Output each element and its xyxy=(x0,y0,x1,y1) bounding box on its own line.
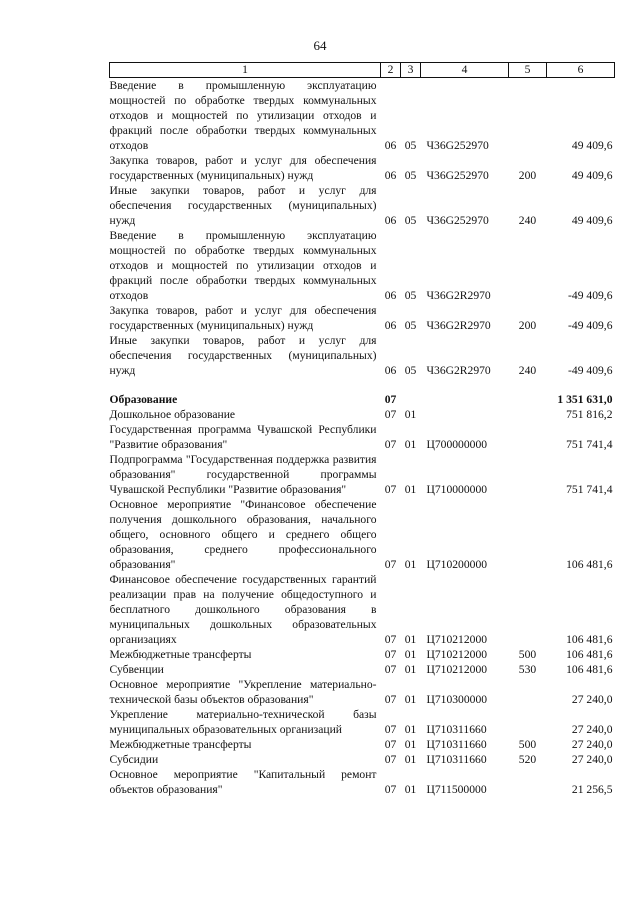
amount-cell: 27 240,0 xyxy=(571,753,613,766)
amount-cell: 751 816,2 xyxy=(566,408,613,421)
expense-type-cell xyxy=(509,407,547,422)
row-name-cell: Межбюджетные трансферты xyxy=(109,738,252,751)
amount-cell: 106 481,6 xyxy=(566,633,613,646)
subsection-code-cell: 01 xyxy=(404,408,417,421)
subsection-code-cell: 01 xyxy=(404,723,417,736)
target-article-cell: Ц700000000 xyxy=(426,438,488,451)
amount-cell: 27 240,0 xyxy=(571,738,613,751)
section-code-cell: 07 xyxy=(384,663,397,676)
expense-type-cell xyxy=(509,392,547,407)
expense-type-cell xyxy=(509,497,547,572)
section-code-cell: 07 xyxy=(384,393,397,406)
target-article-cell: Ч36G2R2970 xyxy=(426,364,491,377)
expense-type-cell xyxy=(509,422,547,452)
expense-type-cell: 530 xyxy=(518,663,537,676)
amount-cell: 106 481,6 xyxy=(566,663,613,676)
row-name-cell: Укрепление материально-технической базы муниципальных образовательных организаций xyxy=(109,708,377,736)
expense-type-cell: 520 xyxy=(518,753,537,766)
expense-type-cell: 240 xyxy=(518,364,537,377)
subsection-code-cell: 05 xyxy=(404,139,417,152)
section-code-cell: 07 xyxy=(384,783,397,796)
row-name-cell: Введение в промышленную эксплуатацию мощностей по обработке твердых коммунальных отходов и мощностей по утилизации отходов и фракций после обработки твердых коммунальных отходов xyxy=(109,229,377,302)
column-header: 4 xyxy=(421,63,509,78)
subsection-code-cell: 01 xyxy=(404,783,417,796)
amount-cell: 49 409,6 xyxy=(571,139,613,152)
table-row xyxy=(110,392,615,407)
target-article-cell: Ц710311660 xyxy=(426,738,487,751)
section-code-cell: 07 xyxy=(384,738,397,751)
section-code-cell: 07 xyxy=(384,753,397,766)
section-code-cell: 07 xyxy=(384,438,397,451)
section-code-cell: 06 xyxy=(384,169,397,182)
row-name-cell: Финансовое обеспечение государственных гарантий реализации прав на получение общедоступного и бесплатного дошкольного образования в муниципальных дошкольных образовательных организациях xyxy=(109,573,377,646)
subsection-code-cell: 01 xyxy=(404,633,417,646)
table-row xyxy=(110,707,615,737)
table-row xyxy=(110,153,615,183)
section-code-cell: 06 xyxy=(384,289,397,302)
target-article-cell: Ц711500000 xyxy=(426,783,487,796)
row-name-cell: Основное мероприятие "Укрепление материально-технической базы объектов образования" xyxy=(109,678,377,706)
expense-type-cell xyxy=(509,452,547,497)
table-row xyxy=(110,422,615,452)
target-article-cell: Ч36G2R2970 xyxy=(426,289,491,302)
table-row xyxy=(110,752,615,767)
column-header: 1 xyxy=(110,63,381,78)
row-name-cell: Закупка товаров, работ и услуг для обеспечения государственных (муниципальных) нужд xyxy=(109,154,377,182)
table-row xyxy=(110,572,615,647)
subsection-code-cell: 01 xyxy=(404,753,417,766)
table-header-row xyxy=(110,63,615,78)
amount-cell: 1 351 631,0 xyxy=(557,393,613,406)
expense-type-cell xyxy=(509,228,547,303)
section-code-cell: 06 xyxy=(384,364,397,377)
target-article-cell: Ц710212000 xyxy=(426,648,488,661)
target-article-cell: Ч36G2R2970 xyxy=(426,319,491,332)
target-article-cell: Ц710311660 xyxy=(426,753,487,766)
section-code-cell: 07 xyxy=(384,633,397,646)
target-article-cell: Ч36G252970 xyxy=(426,139,489,152)
row-name-cell: Закупка товаров, работ и услуг для обеспечения государственных (муниципальных) нужд xyxy=(109,304,377,332)
row-name-cell: Иные закупки товаров, работ и услуг для обеспечения государственных (муниципальных) нужд xyxy=(109,334,377,377)
expense-type-cell xyxy=(509,677,547,707)
table-row xyxy=(110,767,615,797)
expense-type-cell: 500 xyxy=(518,738,537,751)
column-header: 2 xyxy=(381,63,401,78)
subsection-code-cell: 01 xyxy=(404,663,417,676)
table-row xyxy=(110,78,615,154)
expense-type-cell xyxy=(509,767,547,797)
target-article-cell: Ч36G252970 xyxy=(426,214,489,227)
spacer-row xyxy=(110,378,615,392)
table-row xyxy=(110,228,615,303)
amount-cell: 27 240,0 xyxy=(571,723,613,736)
row-name-cell: Образование xyxy=(109,393,178,406)
target-article-cell: Ц710200000 xyxy=(426,558,488,571)
amount-cell: 106 481,6 xyxy=(566,558,613,571)
budget-table xyxy=(109,62,615,797)
table-row xyxy=(110,737,615,752)
column-header: 6 xyxy=(547,63,615,78)
page-number: 64 xyxy=(313,38,327,53)
table-row xyxy=(110,677,615,707)
table-row xyxy=(110,452,615,497)
table-row xyxy=(110,647,615,662)
row-name-cell: Иные закупки товаров, работ и услуг для обеспечения государственных (муниципальных) нужд xyxy=(109,184,377,227)
table-row xyxy=(110,407,615,422)
row-name-cell: Дошкольное образование xyxy=(109,408,236,421)
expense-type-cell xyxy=(509,572,547,647)
subsection-code-cell: 05 xyxy=(404,364,417,377)
table-row xyxy=(110,662,615,677)
table-row xyxy=(110,497,615,572)
section-code-cell: 07 xyxy=(384,723,397,736)
section-code-cell: 06 xyxy=(384,214,397,227)
section-code-cell: 07 xyxy=(384,558,397,571)
section-code-cell: 07 xyxy=(384,648,397,661)
section-code-cell: 07 xyxy=(384,408,397,421)
row-name-cell: Субвенции xyxy=(109,663,164,676)
amount-cell: 49 409,6 xyxy=(571,169,613,182)
target-article-cell: Ц710000000 xyxy=(426,483,488,496)
column-header: 5 xyxy=(509,63,547,78)
amount-cell: 751 741,4 xyxy=(566,483,613,496)
subsection-code-cell: 05 xyxy=(404,214,417,227)
row-name-cell: Подпрограмма "Государственная поддержка развития образования" государственной программы Чувашской Республики "Развитие образования" xyxy=(109,453,377,496)
amount-cell: 106 481,6 xyxy=(566,648,613,661)
expense-type-cell: 200 xyxy=(518,319,537,332)
row-name-cell: Введение в промышленную эксплуатацию мощностей по обработке твердых коммунальных отходов и мощностей по утилизации отходов и фракций после обработки твердых коммунальных отходов xyxy=(109,79,377,152)
subsection-code-cell: 05 xyxy=(404,319,417,332)
subsection-code-cell: 01 xyxy=(404,558,417,571)
expense-type-cell: 240 xyxy=(518,214,537,227)
row-name-cell: Межбюджетные трансферты xyxy=(109,648,252,661)
section-code-cell: 07 xyxy=(384,483,397,496)
row-name-cell: Основное мероприятие "Капитальный ремонт объектов образования" xyxy=(109,768,377,796)
target-article-cell xyxy=(421,407,509,422)
amount-cell: -49 409,6 xyxy=(568,364,613,377)
row-name-cell: Субсидии xyxy=(109,753,159,766)
expense-type-cell: 500 xyxy=(518,648,537,661)
target-article-cell: Ц710212000 xyxy=(426,633,488,646)
row-name-cell: Государственная программа Чувашской Республики "Развитие образования" xyxy=(109,423,377,451)
subsection-code-cell: 01 xyxy=(404,438,417,451)
target-article-cell: Ч36G252970 xyxy=(426,169,489,182)
expense-type-cell xyxy=(509,78,547,154)
column-header: 3 xyxy=(401,63,421,78)
amount-cell: -49 409,6 xyxy=(568,319,613,332)
section-code-cell: 06 xyxy=(384,319,397,332)
amount-cell: -49 409,6 xyxy=(568,289,613,302)
subsection-code-cell: 01 xyxy=(404,648,417,661)
amount-cell: 751 741,4 xyxy=(566,438,613,451)
table-row xyxy=(110,183,615,228)
subsection-code-cell: 05 xyxy=(404,169,417,182)
section-code-cell: 06 xyxy=(384,139,397,152)
target-article-cell xyxy=(421,392,509,407)
subsection-code-cell: 01 xyxy=(404,483,417,496)
subsection-code-cell: 01 xyxy=(404,693,417,706)
spacer-cell xyxy=(110,378,615,392)
section-code-cell: 07 xyxy=(384,693,397,706)
subsection-code-cell: 01 xyxy=(404,738,417,751)
expense-type-cell: 200 xyxy=(518,169,537,182)
target-article-cell: Ц710300000 xyxy=(426,693,488,706)
table-row xyxy=(110,333,615,378)
amount-cell: 21 256,5 xyxy=(571,783,613,796)
expense-type-cell xyxy=(509,707,547,737)
amount-cell: 27 240,0 xyxy=(571,693,613,706)
target-article-cell: Ц710212000 xyxy=(426,663,488,676)
amount-cell: 49 409,6 xyxy=(571,214,613,227)
row-name-cell: Основное мероприятие "Финансовое обеспечение получения дошкольного образования, начального общего, основного общего и среднего общего образования, среднего профессионального образования" xyxy=(109,498,377,571)
subsection-code-cell xyxy=(401,392,421,407)
table-row xyxy=(110,303,615,333)
target-article-cell: Ц710311660 xyxy=(426,723,487,736)
subsection-code-cell: 05 xyxy=(404,289,417,302)
